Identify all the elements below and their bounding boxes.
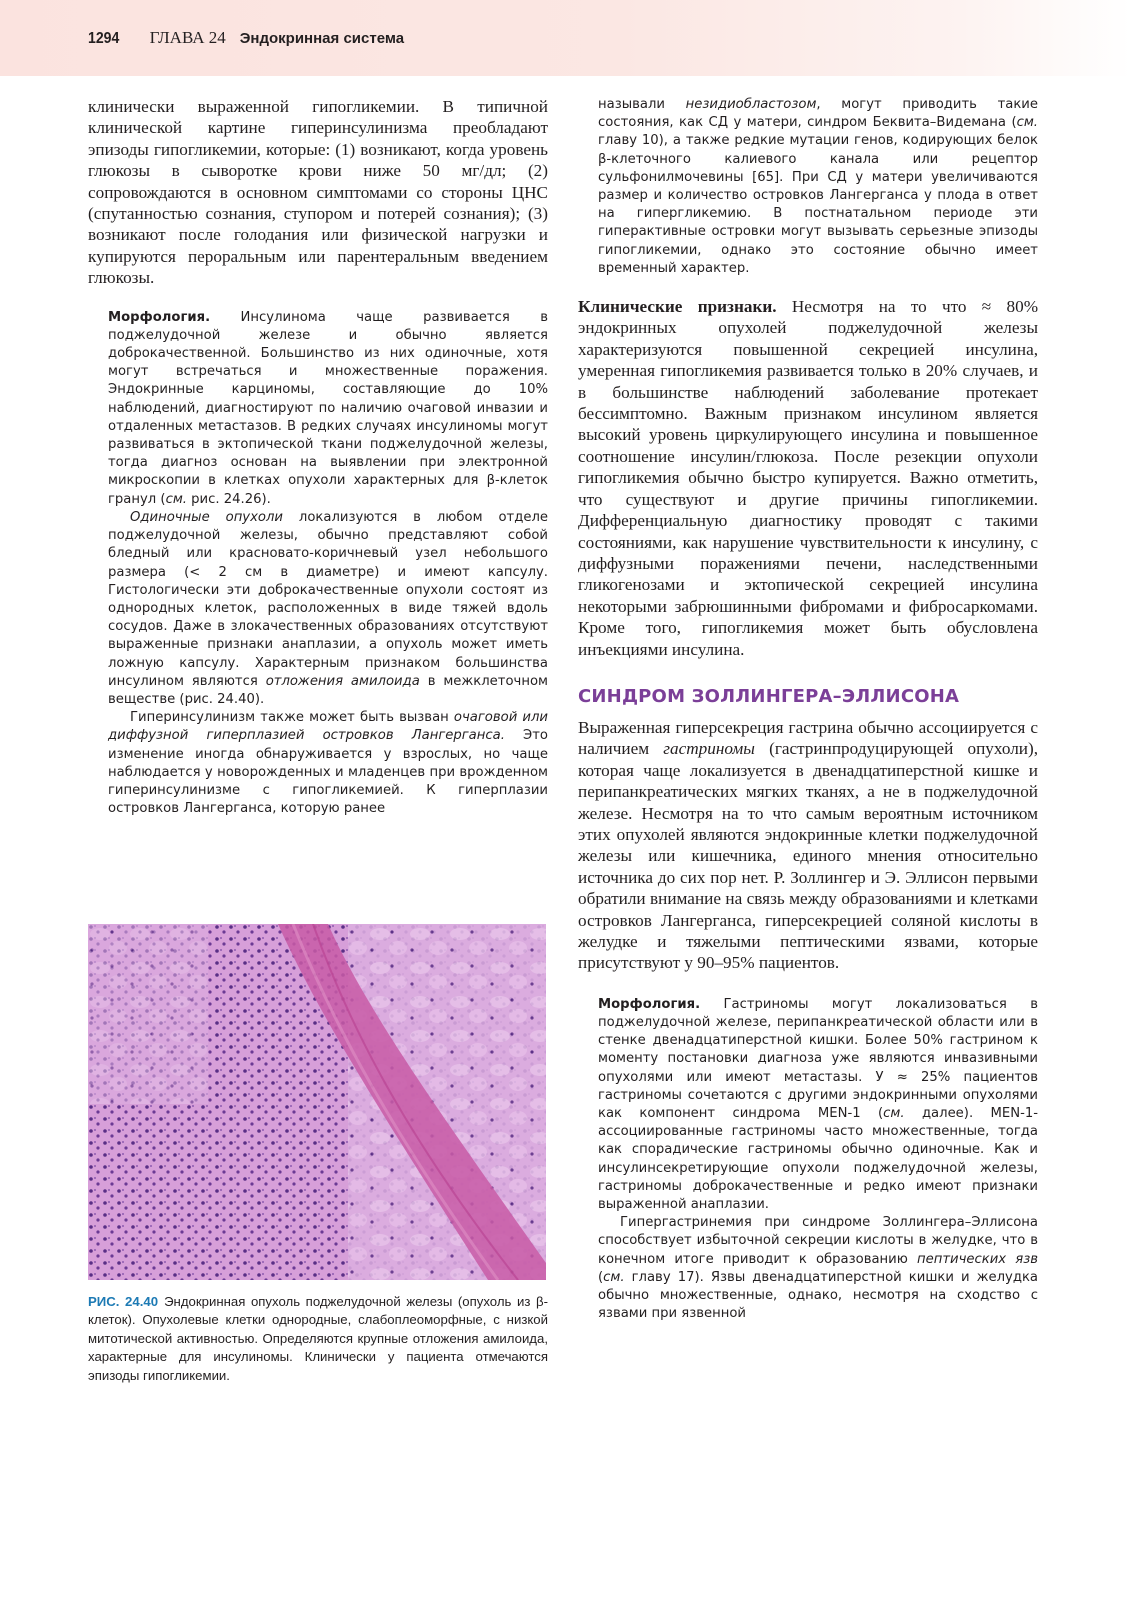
running-head <box>88 28 404 54</box>
figure-caption <box>88 1293 548 1385</box>
chapter-name: Эндокринная система <box>239 30 405 47</box>
nesidioblastosis-paragraph: называли незидиобластозом, могут приводить такие состояния, как СД у матери, синдром Беквита–Видемана (см. главу 10), а также редкие мутации генов, кодирующих белок β-клеточного калиевого канала или рецептор сульфонилмочевины [65]. При СД у матери увеличиваются размер и количество островков Лангерганса у плода в ответ на гипергликемию. В постнатальном периоде эти гиперактивные островки могут вызывать серьезные эпизоды гипогликемии, однако это состояние обычно имеет временный характер. <box>598 97 1038 276</box>
zes-intro-paragraph: Выраженная гиперсекреция гастрина обычно ассоциируется с наличием гастриномы (гастринпродуцирующей опухоли), которая чаще локализуется в двенадцатиперстной кишке и перипанкреатических мягких тканях, а не в поджелудочной железе. Несмотря на то что самым вероятным источником этих опухолей являются эндокринные клетки поджелудочной железы или кишечника, единого мнения относительно источника до сих пор нет. Р. Золлингер и Э. Эллисон первыми обратили внимание на связь между образованиями и клетками островков Лангерганса, гиперсекрецией соляной кислоты в желудке и тяжелыми пептическими язвами, которые присутствуют у 90–95% пациентов. <box>578 717 1038 973</box>
figure-label: РИС. 24.40 <box>88 1294 159 1309</box>
hyperinsulinism-paragraph: Гиперинсулинизм также может быть вызван очаговой или диффузной гиперплазией островков Лангерганса. Это изменение иногда обнаруживается у взрослых, но чаще наблюдается у новорожденных и младенцев при врожденном гиперинсулинизме с гипогликемией. К гиперплазии островков Лангерганса, которую ранее <box>108 710 548 817</box>
morphology-block-insulinoma <box>108 309 548 819</box>
histology-figure <box>88 924 546 1280</box>
nesidioblastosis-block <box>598 96 1038 278</box>
morphology-heading: Морфология. <box>108 309 211 325</box>
single-tumors-paragraph: Одиночные опухоли локализуются в любом отделе поджелудочной железы, обычно представляют собой бледный или красновато-коричневый узел небольшого размера (< 2 см в диаметре) и имеют капсулу. Гистологически эти доброкачественные опухоли состоят из однородных клеток, расположенных в виде тяжей вдоль сосудов. Даже в злокачественных образованиях отсутствуют выраженные признаки анаплазии, а опухоль может иметь ложную капсулу. Характерным признаком большинства инсулином являются отложения амилоида в межклеточном веществе (рис. 24.40). <box>108 509 548 707</box>
intro-paragraph: клинически выраженной гипогликемии. В типичной клинической картине гиперинсулинизма преобладают эпизоды гипогликемии, которые: (1) возникают, когда уровень глюкозы в сыворотке крови ниже 50 мг/дл; (2) сопровождаются в основном симптомами со стороны ЦНС (спутанностью сознания, ступором и потерей сознания); (3) возникают после голодания или физической нагрузки и купируются пероральным или парентеральным введением глюкозы. <box>88 97 548 288</box>
morphology-block-gastrinoma <box>598 996 1038 1324</box>
right-column <box>578 96 1038 1323</box>
gastrinoma-morphology-paragraph: Морфология. Гастриномы могут локализоваться в поджелудочной железе, перипанкреатической области или в стенке двенадцатиперстной кишки. Более 50% гастрином к моменту постановки диагноза уже являются инвазивными опухолями или имеют метастазы. У ≈ 25% пациентов гастриномы сочетаются с другими эндокринными опухолями как компонент синдрома MEN-1 (см. далее). MEN-1-ассоциированные гастриномы часто множественные, тогда как спорадические гастриномы обычно одиночные. Как и инсулинсекретирующие опухоли поджелудочной железы, гастриномы доброкачественные и редко имеют признаки выраженной анаплазии. <box>598 996 1038 1213</box>
figure-caption-text: Эндокринная опухоль поджелудочной железы (опухоль из β-клеток). Опухолевые клетки однородные, слабоплеоморфные, с низкой митотической активностью. Определяются крупные отложения амилоида, характерные для инсулиномы. Клинически у пациента отмечаются эпизоды гипогликемии. <box>88 1294 548 1383</box>
clinical-features-paragraph: Клинические признаки. Несмотря на то что ≈ 80% эндокринных опухолей поджелудочной железы характеризуются повышенной секрецией инсулина, умеренная гипогликемия развивается только в 20% случаев, и в большинстве наблюдений заболевание протекает бессимптомно. Важным признаком инсулином является высокий уровень циркулирующего инсулина и повышенное соотношение инсулин/глюкоза. После резекции опухоли гипогликемия обычно быстро купируется. Важно отметить, что существуют и другие причины гипогликемии. Дифференциальную диагностику проводят с такими состояниями, как нарушение чувствительности к инсулину, с диффузными поражениями печени, наследственными гликогенозами и эктопической секрецией инсулина некоторыми забрюшинными фибромами и фибросаркомами. Кроме того, гипогликемия может быть обусловлена инъекциями инсулина. <box>578 297 1039 659</box>
clinical-heading: Клинические признаки. <box>578 297 777 317</box>
section-heading-zes: СИНДРОМ ЗОЛЛИНГЕРА–ЭЛЛИСОНА <box>578 685 960 707</box>
morphology-paragraph: Морфология. Инсулинома чаще развивается в поджелудочной железе и обычно является доброкачественной. Большинство из них одиночные, хотя могут встречаться и множественные поражения. Эндокринные карциномы, составляющие до 10% наблюдений, диагностируют по наличию очаговой инвазии и отдаленных метастазов. В редких случаях инсулиномы могут развиваться в эктопической ткани поджелудочной железы, тогда диагноз основан на выявлении при электронной микроскопии в клетках опухоли характерных для β-клеток гранул (см. рис. 24.26). <box>108 309 548 507</box>
left-column <box>88 96 548 818</box>
hypergastrinemia-paragraph: Гипергастринемия при синдроме Золлингера–Эллисона способствует избыточной секреции кислоты в желудке, что в конечном итоге приводит к образованию пептических язв (см. главу 17). Язвы двенадцатиперстной кишки и желудка обычно множественные, однако, несмотря на сходство с язвами при язвенной <box>598 1215 1038 1322</box>
chapter-label: ГЛАВА 24 <box>149 28 226 47</box>
histology-image <box>88 924 546 1280</box>
page-header <box>0 0 1131 76</box>
morphology-heading: Морфология. <box>598 996 701 1012</box>
page-number: 1294 <box>88 30 120 47</box>
